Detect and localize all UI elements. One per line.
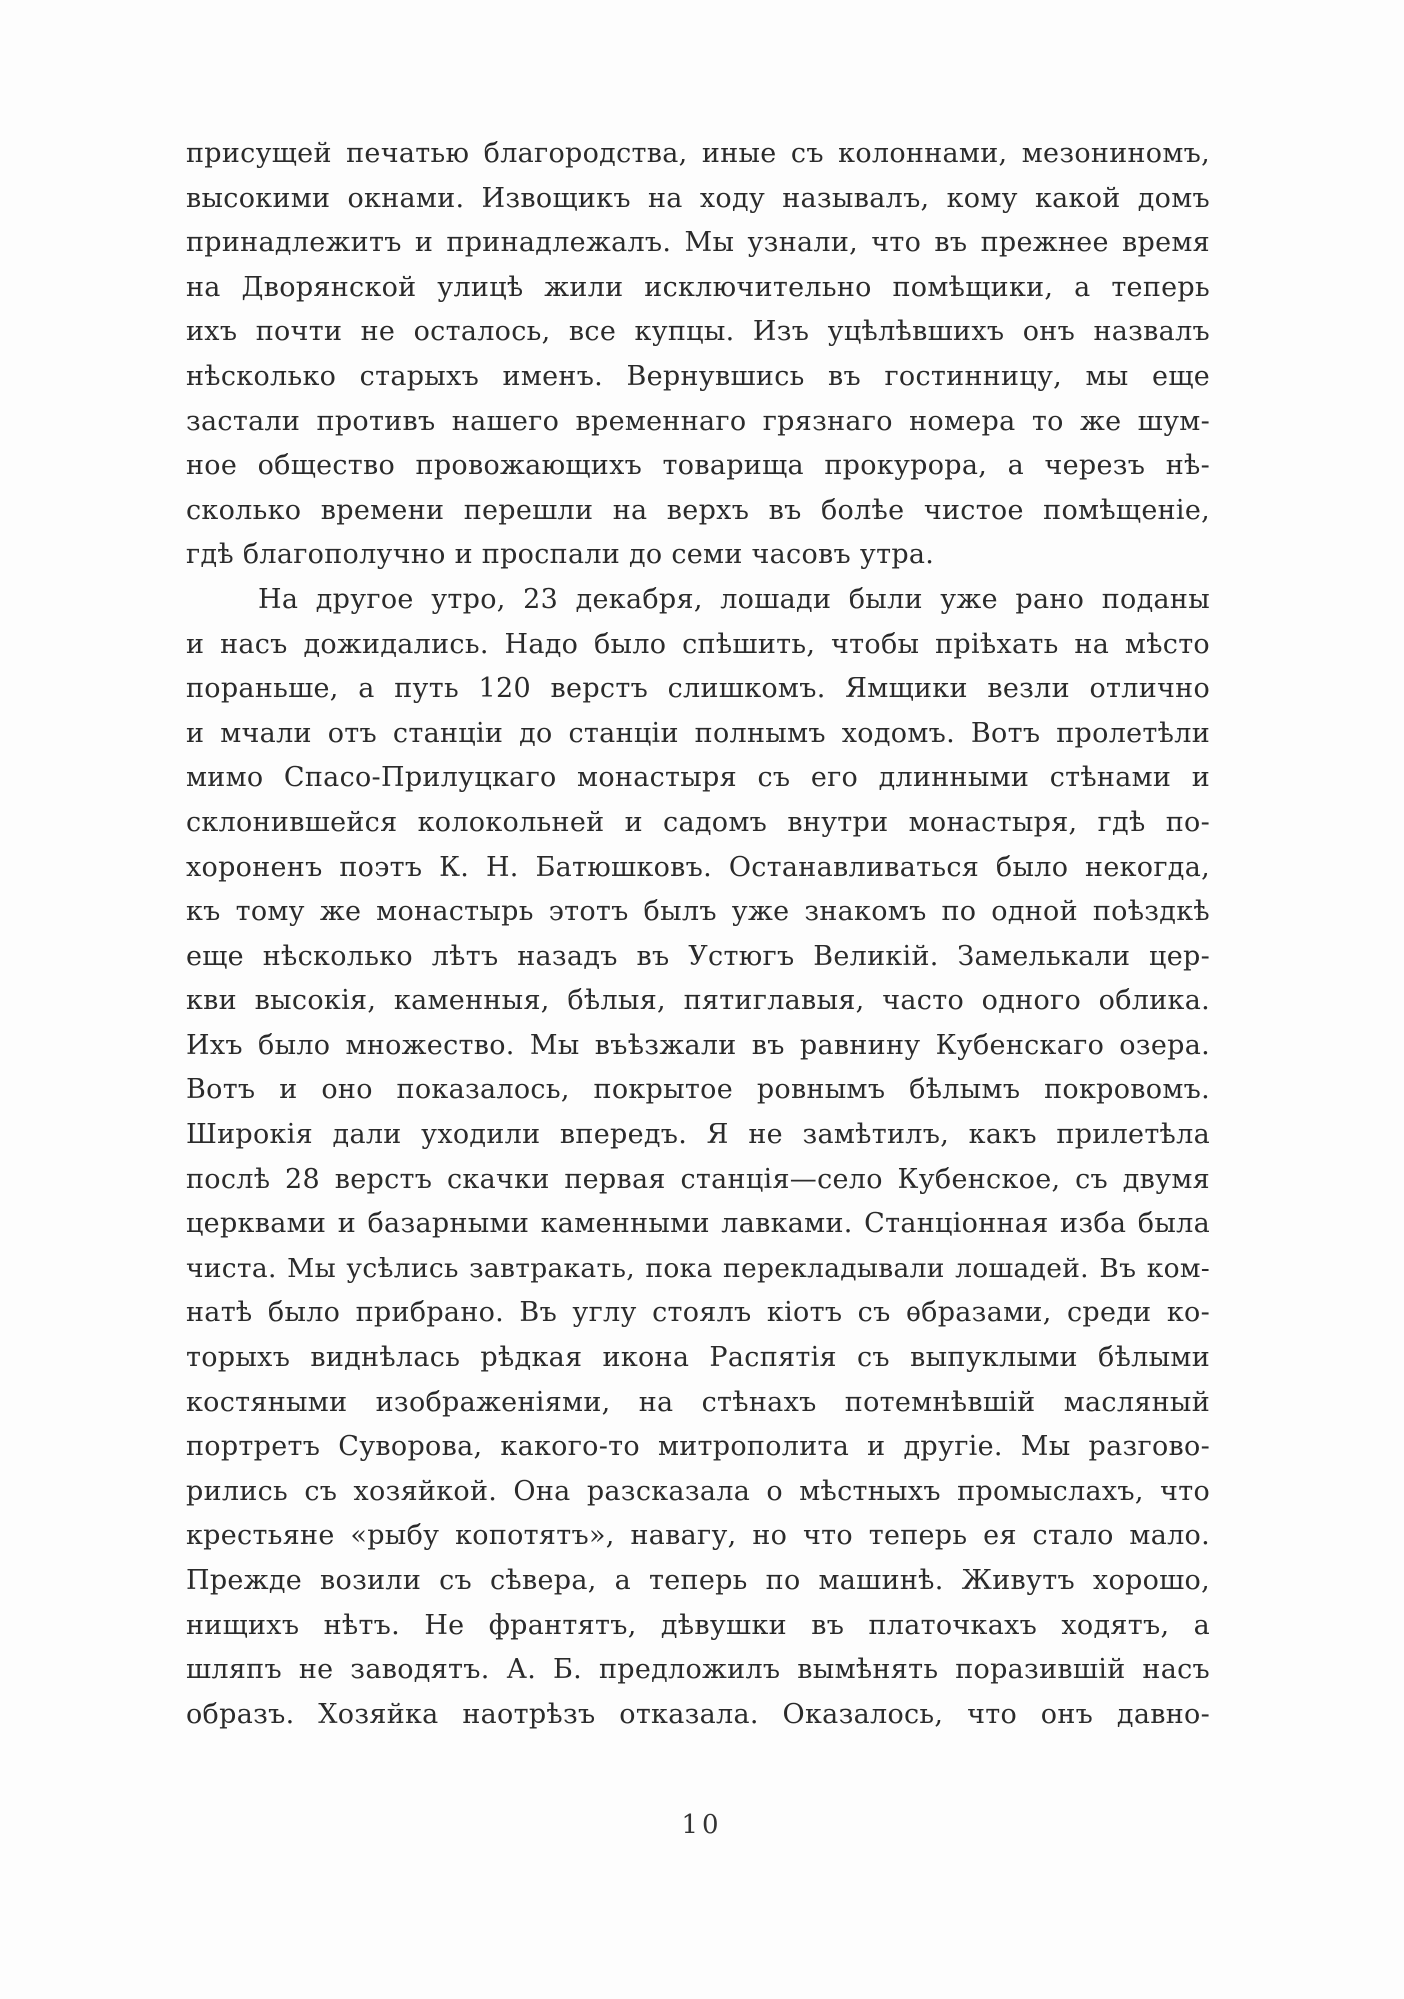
text-line: церквами и базарными каменными лавками. Станціонная изба была xyxy=(186,1208,1210,1240)
text-line: пораньше, а путь 120 верстъ слишкомъ. Ямщики везли отлично xyxy=(186,673,1210,705)
text-line: Прежде возили съ сѣвера, а теперь по машинѣ. Живутъ хорошо, xyxy=(186,1565,1210,1596)
paragraph-start-line: На другое утро, 23 декабря, лошади были уже рано поданы xyxy=(258,583,1210,615)
page-number: 10 xyxy=(681,1810,723,1840)
text-line: хороненъ поэтъ К. Н. Батюшковъ. Останавливаться было некогда, xyxy=(186,851,1210,883)
paragraph-end-line: гдѣ благополучно и проспали до семи часовъ утра. xyxy=(186,539,935,571)
text-line: костяными изображеніями, на стѣнахъ потемнѣвшій масляный xyxy=(186,1386,1210,1418)
text-line: торыхъ виднѣлась рѣдкая икона Распятія съ выпуклыми бѣлыми xyxy=(186,1342,1210,1374)
text-line: присущей печатью благородства, иные съ колоннами, мезониномъ, xyxy=(186,138,1210,169)
text-line: на Дворянской улицѣ жили исключительно помѣщики, а теперь xyxy=(186,271,1210,303)
text-line: и мчали отъ станціи до станціи полнымъ ходомъ. Вотъ пролетѣли xyxy=(186,717,1210,749)
text-line: Вотъ и оно показалось, покрытое ровнымъ бѣлымъ покровомъ. xyxy=(186,1074,1210,1106)
text-line: чиста. Мы усѣлись завтракать, пока перекладывали лошадей. Въ ком- xyxy=(186,1252,1210,1284)
text-line: ное общество провожающихъ товарища прокурора, а черезъ нѣ- xyxy=(186,450,1210,482)
text-line: кви высокія, каменныя, бѣлыя, пятиглавыя, часто одного облика. xyxy=(186,985,1210,1017)
text-line: образъ. Хозяйка наотрѣзъ отказала. Оказалось, что онъ давно- xyxy=(186,1698,1210,1730)
body-text xyxy=(186,132,1210,1737)
text-line: высокими окнами. Извощикъ на ходу называлъ, кому какой домъ xyxy=(186,182,1210,214)
text-line: рились съ хозяйкой. Она разсказала о мѣстныхъ промыслахъ, что xyxy=(186,1475,1210,1507)
text-line: застали противъ нашего временнаго грязнаго номера то же шум- xyxy=(186,405,1210,437)
text-line: крестьяне «рыбу копотятъ», навагу, но что теперь ея стало мало. xyxy=(186,1520,1210,1552)
text-line: еще нѣсколько лѣтъ назадъ въ Устюгъ Великій. Замелькали цер- xyxy=(186,940,1210,972)
text-line: сколько времени перешли на верхъ въ болѣе чистое помѣщеніе, xyxy=(186,494,1210,526)
text-line: Широкія дали уходили впередъ. Я не замѣтилъ, какъ прилетѣла xyxy=(186,1119,1210,1151)
text-line: къ тому же монастырь этотъ былъ уже знакомъ по одной поѣздкѣ xyxy=(186,896,1210,928)
text-line: принадлежитъ и принадлежалъ. Мы узнали, что въ прежнее время xyxy=(186,227,1210,259)
text-line: шляпъ не заводятъ. А. Б. предложилъ вымѣнять поразившій насъ xyxy=(186,1654,1210,1686)
text-line: послѣ 28 верстъ скачки первая станція—село Кубенское, съ двумя xyxy=(186,1163,1210,1195)
text-line: нѣсколько старыхъ именъ. Вернувшись въ гостинницу, мы еще xyxy=(186,360,1210,392)
text-line: Ихъ было множество. Мы въѣзжали въ равнину Кубенскаго озера. xyxy=(186,1029,1210,1061)
text-line: нищихъ нѣтъ. Не франтятъ, дѣвушки въ платочкахъ ходятъ, а xyxy=(186,1609,1210,1641)
text-line: портретъ Суворова, какого-то митрополита и другіе. Мы разгово- xyxy=(186,1431,1210,1463)
text-line: склонившейся колокольней и садомъ внутри монастыря, гдѣ по- xyxy=(186,806,1210,838)
text-line: мимо Спасо-Прилуцкаго монастыря съ его длинными стѣнами и xyxy=(186,762,1210,794)
text-line: натѣ было прибрано. Въ углу стоялъ кіотъ съ ѳбразами, среди ко- xyxy=(186,1297,1210,1329)
text-line: ихъ почти не осталось, все купцы. Изъ уцѣлѣвшихъ онъ назвалъ xyxy=(186,316,1210,348)
text-line: и насъ дожидались. Надо было спѣшить, чтобы пріѣхать на мѣсто xyxy=(186,628,1210,660)
